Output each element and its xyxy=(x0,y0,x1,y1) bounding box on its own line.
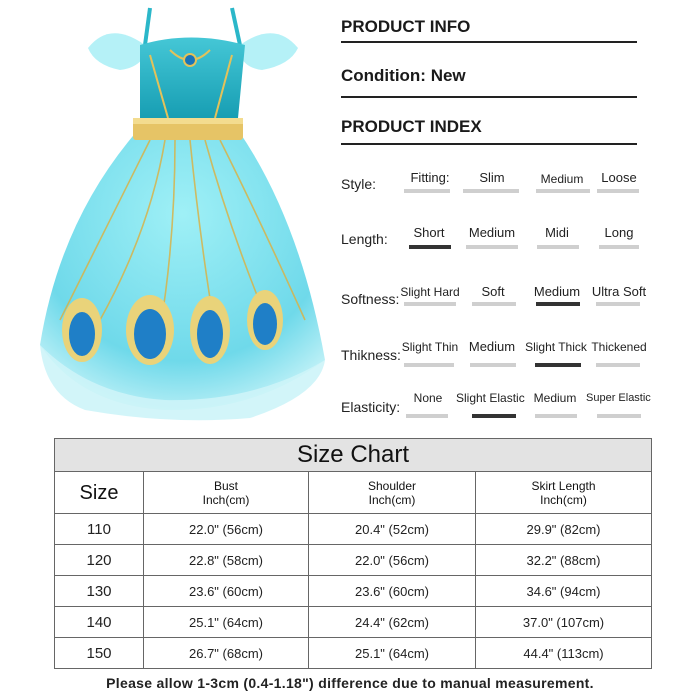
table-row xyxy=(55,576,652,607)
bust-header xyxy=(144,472,309,514)
index-bar xyxy=(404,302,456,306)
skirt-header-line: Skirt Length xyxy=(531,478,596,493)
style-option: Medium xyxy=(540,172,584,186)
size-cell: 150 xyxy=(55,638,144,669)
size-cell: 110 xyxy=(55,514,144,545)
size-chart-table xyxy=(54,438,652,669)
thickness-option: Thickened xyxy=(591,340,647,354)
index-bar xyxy=(596,363,640,367)
elasticity-option: Medium xyxy=(533,391,577,405)
table-row xyxy=(55,638,652,669)
index-bar-selected xyxy=(472,414,516,418)
index-bar xyxy=(536,189,590,193)
index-bar xyxy=(537,245,579,249)
index-bar xyxy=(597,414,641,418)
index-bar xyxy=(596,302,640,306)
condition-text: Condition: New xyxy=(341,66,466,85)
skirt-header xyxy=(476,472,652,514)
elasticity-label: Elasticity: xyxy=(341,399,401,415)
table-row xyxy=(55,545,652,576)
index-bar xyxy=(404,363,454,367)
product-index-title: PRODUCT INDEX xyxy=(341,117,482,136)
size-cell: 130 xyxy=(55,576,144,607)
bust-cell: 23.6" (60cm) xyxy=(144,576,309,607)
style-option: Loose xyxy=(601,170,637,185)
elasticity-option: None xyxy=(413,391,443,405)
shoulder-cell: 24.4" (62cm) xyxy=(309,607,476,638)
size-header: Size xyxy=(55,472,144,514)
skirt-cell: 29.9" (82cm) xyxy=(476,514,652,545)
softness-option: Ultra Soft xyxy=(591,284,647,299)
elasticity-option: Super Elastic xyxy=(586,392,651,404)
table-row xyxy=(55,514,652,545)
index-bar-selected xyxy=(535,363,581,367)
size-chart-title: Size Chart xyxy=(55,439,652,472)
shoulder-cell: 23.6" (60cm) xyxy=(309,576,476,607)
length-label: Length: xyxy=(341,231,388,247)
thickness-option: Medium xyxy=(468,339,516,354)
shoulder-unit: Inch(cm) xyxy=(368,492,416,507)
length-option: Long xyxy=(604,225,634,240)
divider xyxy=(341,96,637,98)
divider xyxy=(341,41,637,43)
dress-image xyxy=(0,0,330,430)
size-cell: 120 xyxy=(55,545,144,576)
skirt-cell: 32.2" (88cm) xyxy=(476,545,652,576)
shoulder-cell: 22.0" (56cm) xyxy=(309,545,476,576)
skirt-cell: 37.0" (107cm) xyxy=(476,607,652,638)
length-option: Medium xyxy=(468,225,516,240)
shoulder-header xyxy=(309,472,476,514)
size-cell: 140 xyxy=(55,607,144,638)
index-bar xyxy=(599,245,639,249)
skirt-unit: Inch(cm) xyxy=(540,492,587,507)
index-bar-selected xyxy=(536,302,580,306)
bust-cell: 22.0" (56cm) xyxy=(144,514,309,545)
product-info-title: PRODUCT INFO xyxy=(341,17,471,36)
softness-option: Slight Hard xyxy=(400,285,460,299)
index-bar xyxy=(535,414,577,418)
bust-cell: 25.1" (64cm) xyxy=(144,607,309,638)
shoulder-cell: 20.4" (52cm) xyxy=(309,514,476,545)
index-bar xyxy=(466,245,518,249)
elasticity-option: Slight Elastic xyxy=(456,391,525,405)
index-bar xyxy=(470,363,516,367)
length-option: Short xyxy=(413,225,445,240)
length-option: Midi xyxy=(545,225,569,240)
softness-label: Softness: xyxy=(341,291,400,307)
shoulder-header-line: Shoulder xyxy=(367,478,417,493)
skirt-cell: 44.4" (113cm) xyxy=(476,638,652,669)
index-bar xyxy=(404,189,450,193)
skirt-cell: 34.6" (94cm) xyxy=(476,576,652,607)
thickness-option: Slight Thick xyxy=(525,340,587,354)
thickness-option: Slight Thin xyxy=(401,340,459,354)
style-option: Fitting: xyxy=(410,170,450,185)
index-bar xyxy=(597,189,639,193)
bust-header-line: Bust xyxy=(213,478,238,493)
shoulder-cell: 25.1" (64cm) xyxy=(309,638,476,669)
index-bar-selected xyxy=(409,245,451,249)
softness-option: Medium xyxy=(533,284,581,299)
style-label: Style: xyxy=(341,176,377,192)
softness-option: Soft xyxy=(481,284,505,299)
measurement-note: Please allow 1-3cm (0.4-1.18") difference due to manual measurement. xyxy=(106,675,594,691)
index-bar xyxy=(406,414,448,418)
table-row xyxy=(55,607,652,638)
bust-unit: Inch(cm) xyxy=(202,492,250,507)
thickness-label: Thikness: xyxy=(341,347,401,363)
divider xyxy=(341,143,637,145)
table-header-row xyxy=(55,472,652,514)
index-bar xyxy=(463,189,519,193)
index-bar xyxy=(472,302,516,306)
bust-cell: 22.8" (58cm) xyxy=(144,545,309,576)
bust-cell: 26.7" (68cm) xyxy=(144,638,309,669)
style-option: Slim xyxy=(479,170,505,185)
